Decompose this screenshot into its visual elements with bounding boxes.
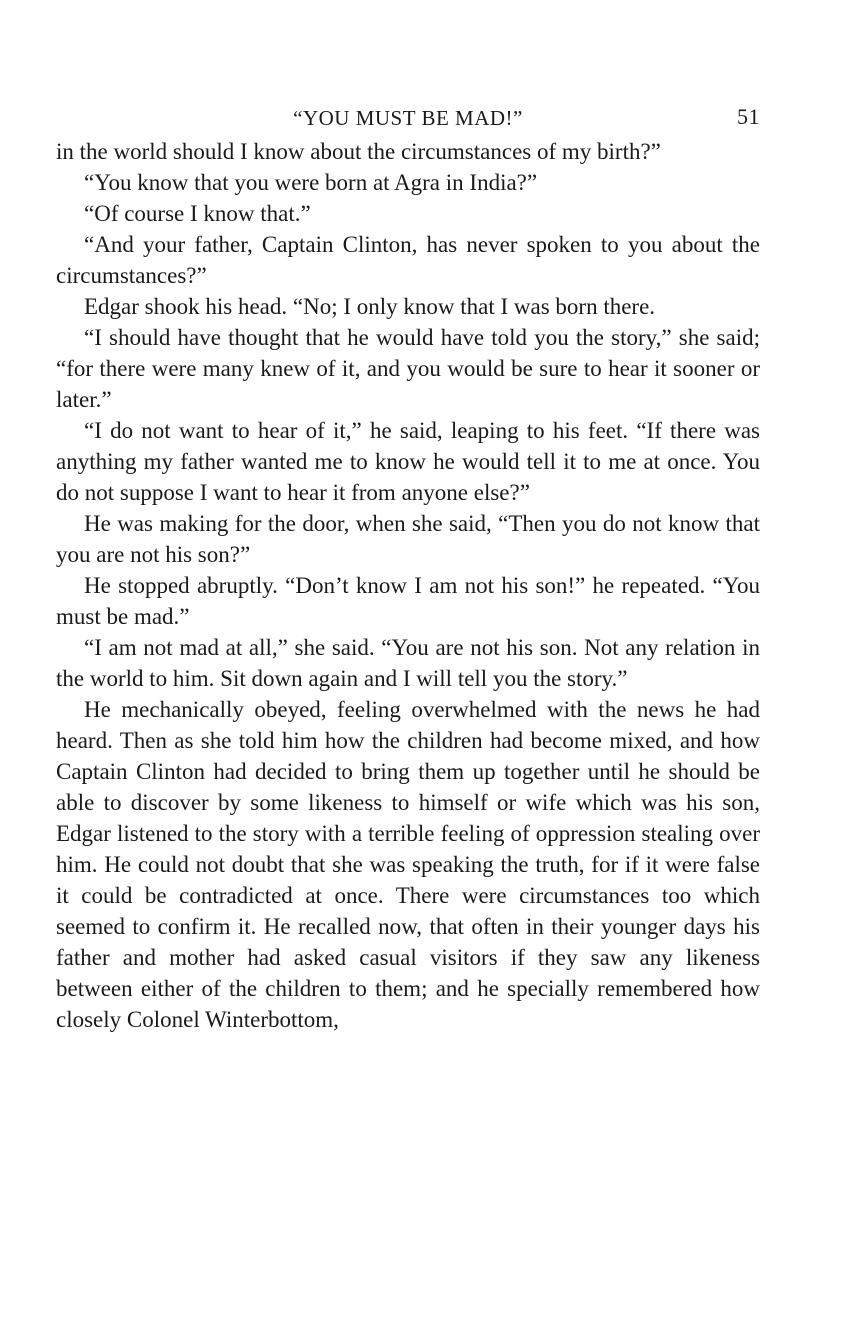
paragraph: “I do not want to hear of it,” he said, leaping to his feet. “If there was anything my father wanted me to know he would tell it to me at once. You do not suppose I want to hear it from anyone else?” — [56, 418, 760, 505]
paragraph: “And your father, Captain Clinton, has never spoken to you about the circumstances?” — [56, 232, 760, 288]
paragraph: “You know that you were born at Agra in India?” — [84, 170, 538, 195]
paragraph: Edgar shook his head. “No; I only know that I was born there. — [84, 294, 656, 319]
paragraph: “I should have thought that he would have told you the story,” she said; “for there were many knew of it, and you would be sure to hear it sooner or later.” — [56, 325, 760, 412]
book-page — [56, 100, 760, 1035]
paragraph: “I am not mad at all,” she said. “You are not his son. Not any relation in the world to him. Sit down again and I will tell you the story.” — [56, 635, 760, 691]
running-title: “YOU MUST BE MAD!” — [293, 106, 523, 130]
running-head — [56, 100, 760, 136]
paragraph: He stopped abruptly. “Don’t know I am not his son!” he repeated. “You must be mad.” — [56, 573, 760, 629]
paragraph: “Of course I know that.” — [84, 201, 311, 226]
paragraph-continued: in the world should I know about the circumstances of my birth?” — [56, 139, 661, 164]
paragraph: He mechanically obeyed, feeling overwhelmed with the news he had heard. Then as she told him how the children had become mixed, and how Captain Clinton had decided to bring them up together until he should be able to discover by some likeness to himself or wife which was his son, Edgar listened to the story with a terrible feeling of oppression stealing over him. He could not doubt that she was speaking the truth, for if it were false it could be contradicted at once. There were circumstances too which seemed to confirm it. He recalled now, that often in their younger days his father and mother had asked casual visitors if they saw any likeness between either of the children to them; and he specially remembered how closely Colonel Winterbottom, — [56, 697, 760, 1032]
paragraph: He was making for the door, when she said, “Then you do not know that you are not his son?” — [56, 511, 760, 567]
page-number: 51 — [737, 104, 760, 129]
body-text — [56, 136, 760, 1035]
